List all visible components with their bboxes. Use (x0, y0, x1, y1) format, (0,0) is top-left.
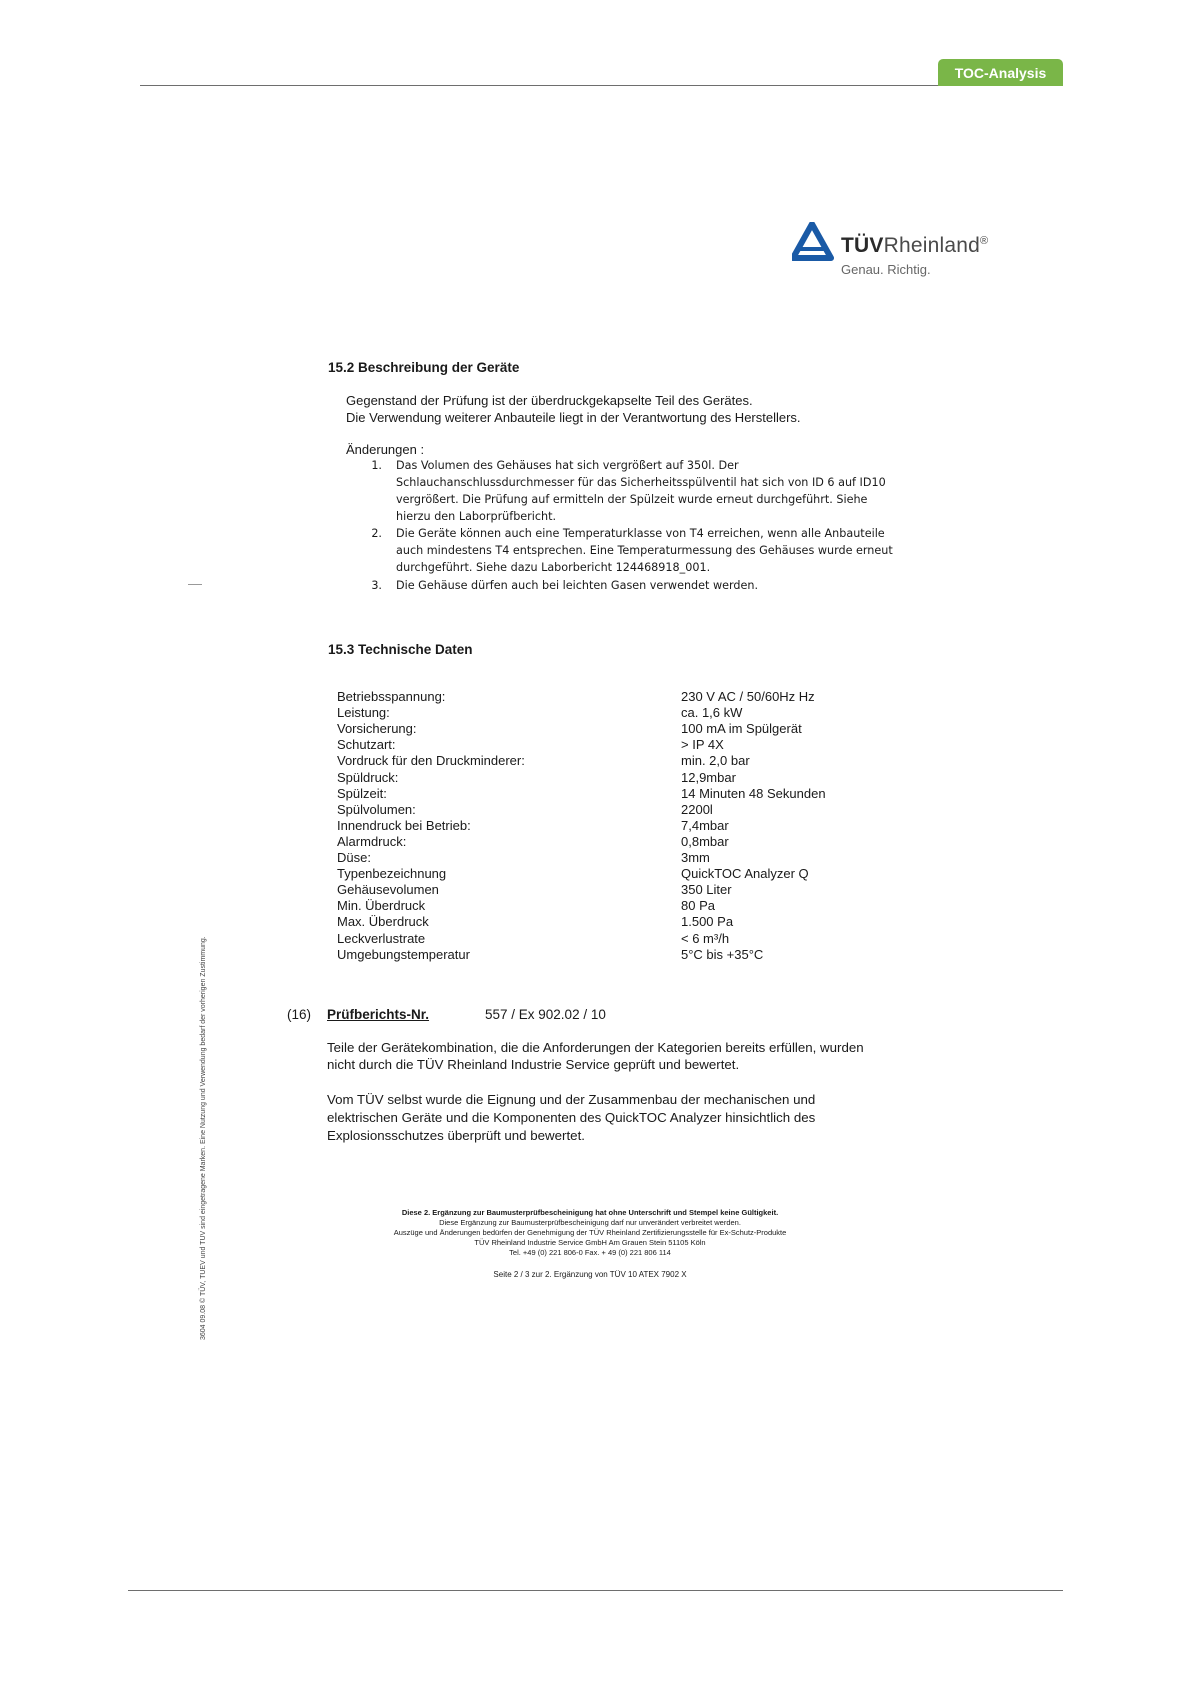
tech-data-value: min. 2,0 bar (681, 753, 750, 768)
tuv-logo-icon (792, 222, 834, 262)
footer-notice-line2: Diese Ergänzung zur Baumusterprüfbescheinigung darf nur unverändert verbreitet werden. (439, 1218, 741, 1227)
change-line: durchgeführt. Siehe dazu Laborbericht 124468918_001. (396, 561, 711, 574)
page-reference: Seite 2 / 3 zur 2. Ergänzung von TÜV 10 ATEX 7902 X (493, 1270, 687, 1279)
change-line: Die Gehäuse dürfen auch bei leichten Gasen verwendet werden. (396, 579, 759, 592)
change-line: Schlauchanschlussdurchmesser für das Sicherheitsspülventil hat sich von ID 6 auf ID10 (396, 476, 886, 489)
logo-wordmark-rest: Rheinland (883, 234, 980, 257)
section-16-para2-line3: Explosionsschutzes überprüft und bewertet. (327, 1128, 585, 1143)
footer-notice-line4: TÜV Rheinland Industrie Service GmbH Am Grauen Stein 51105 Köln (474, 1238, 706, 1247)
tech-data-label: Umgebungstemperatur (337, 947, 470, 962)
tech-data-label: Alarmdruck: (337, 834, 407, 849)
tech-data-value: 230 V AC / 50/60Hz Hz (681, 689, 815, 704)
trademark-side-note: 3604 09.08 © TÜV, TUEV und TUV sind eingetragene Marken. Eine Nutzung und Verwendung bedarf der vorherigen Zustimmung. (200, 936, 207, 1340)
change-number: 1. (371, 459, 382, 472)
tech-data-label: Betriebsspannung: (337, 689, 446, 704)
tech-data-label: Leistung: (337, 705, 390, 720)
change-number: 3. (371, 579, 382, 592)
margin-mark (188, 584, 202, 585)
tech-data-value: ca. 1,6 kW (681, 705, 743, 720)
change-line: Das Volumen des Gehäuses hat sich vergrößert auf 350l. Der (396, 459, 739, 472)
tech-data-value: > IP 4X (681, 737, 724, 752)
tech-data-value: 0,8mbar (681, 834, 729, 849)
tech-data-label: Min. Überdruck (337, 898, 426, 913)
tech-data-value: 2200l (681, 802, 713, 817)
tech-data-value: 14 Minuten 48 Sekunden (681, 786, 826, 801)
tech-data-label: Spülvolumen: (337, 802, 416, 817)
tech-data-value: < 6 m³/h (681, 931, 730, 946)
section-16-para1-line2: nicht durch die TÜV Rheinland Industrie Service geprüft und bewertet. (327, 1057, 740, 1072)
tech-data-label: Vordruck für den Druckminderer: (337, 753, 525, 768)
logo-registered-mark: ® (979, 235, 989, 247)
change-line: auch mindestens T4 entsprechen. Eine Temperaturmessung des Gehäuses wurde erneut (396, 544, 893, 557)
report-number-label: Prüfberichts-Nr. (327, 1007, 430, 1022)
tech-data-label: Typenbezeichnung (337, 866, 447, 881)
change-line: hierzu den Laborprüfbericht. (396, 510, 557, 523)
section-16-para1-line1: Teile der Gerätekombination, die die Anforderungen der Kategorien bereits erfüllen, wurden (327, 1040, 864, 1055)
tech-data-label: Schutzart: (337, 737, 396, 752)
change-number: 2. (371, 527, 382, 540)
footer-notice-line1: Diese 2. Ergänzung zur Baumusterprüfbescheinigung hat ohne Unterschrift und Stempel keine Gültigkeit. (401, 1208, 779, 1217)
section-16-para2-line2: elektrischen Geräte und die Komponenten des QuickTOC Analyzer hinsichtlich des (327, 1110, 816, 1125)
tech-data-label: Düse: (337, 850, 371, 865)
tech-data-label: Vorsicherung: (337, 721, 417, 736)
footer-notice-line3: Auszüge und Änderungen bedürfen der Genehmigung der TÜV Rheinland Zertifizierungsstelle für Ex-Schutz-Produkte (393, 1228, 787, 1237)
report-number-value: 557 / Ex 902.02 / 10 (485, 1007, 606, 1022)
tech-data-label: Spülzeit: (337, 786, 387, 801)
tech-data-value: QuickTOC Analyzer Q (681, 866, 809, 881)
tech-data-value: 12,9mbar (681, 770, 736, 785)
tech-data-label: Gehäusevolumen (337, 882, 439, 897)
section-tag: TOC-Analysis (938, 59, 1063, 86)
section-15-2-intro-line1: Gegenstand der Prüfung ist der überdruckgekapselte Teil des Gerätes. (346, 393, 753, 408)
tech-data-value: 100 mA im Spülgerät (681, 721, 802, 736)
footer-rule (128, 1590, 1063, 1591)
tech-data-value: 5°C bis +35°C (681, 947, 764, 962)
section-15-2-heading: 15.2 Beschreibung der Geräte (328, 360, 520, 375)
tech-data-value: 3mm (681, 850, 710, 865)
changes-label: Änderungen : (346, 442, 425, 457)
section-16-number: (16) (287, 1007, 312, 1022)
tech-data-value: 1.500 Pa (681, 914, 734, 929)
change-line: vergrößert. Die Prüfung auf ermitteln der Spülzeit wurde erneut durchgeführt. Siehe (396, 493, 868, 506)
tech-data-label: Max. Überdruck (337, 914, 429, 929)
logo-tagline: Genau. Richtig. (841, 262, 931, 277)
tech-data-value: 7,4mbar (681, 818, 729, 833)
logo-wordmark-bold: TÜV (841, 234, 884, 257)
header-rule (140, 85, 1063, 86)
section-15-3-heading: 15.3 Technische Daten (328, 642, 473, 657)
tech-data-value: 350 Liter (681, 882, 732, 897)
section-16-para2-line1: Vom TÜV selbst wurde die Eignung und der Zusammenbau der mechanischen und (327, 1092, 816, 1107)
section-15-2-intro-line2: Die Verwendung weiterer Anbauteile liegt in der Verantwortung des Herstellers. (346, 410, 801, 425)
tech-data-value: 80 Pa (681, 898, 715, 913)
tech-data-label: Innendruck bei Betrieb: (337, 818, 471, 833)
tech-data-label: Spüldruck: (337, 770, 399, 785)
change-line: Die Geräte können auch eine Temperaturklasse von T4 erreichen, wenn alle Anbauteile (396, 527, 885, 540)
tech-data-label: Leckverlustrate (337, 931, 426, 946)
footer-notice-line5: Tel. +49 (0) 221 806-0 Fax. + 49 (0) 221 806 114 (509, 1248, 671, 1257)
logo-wordmark (841, 234, 988, 258)
